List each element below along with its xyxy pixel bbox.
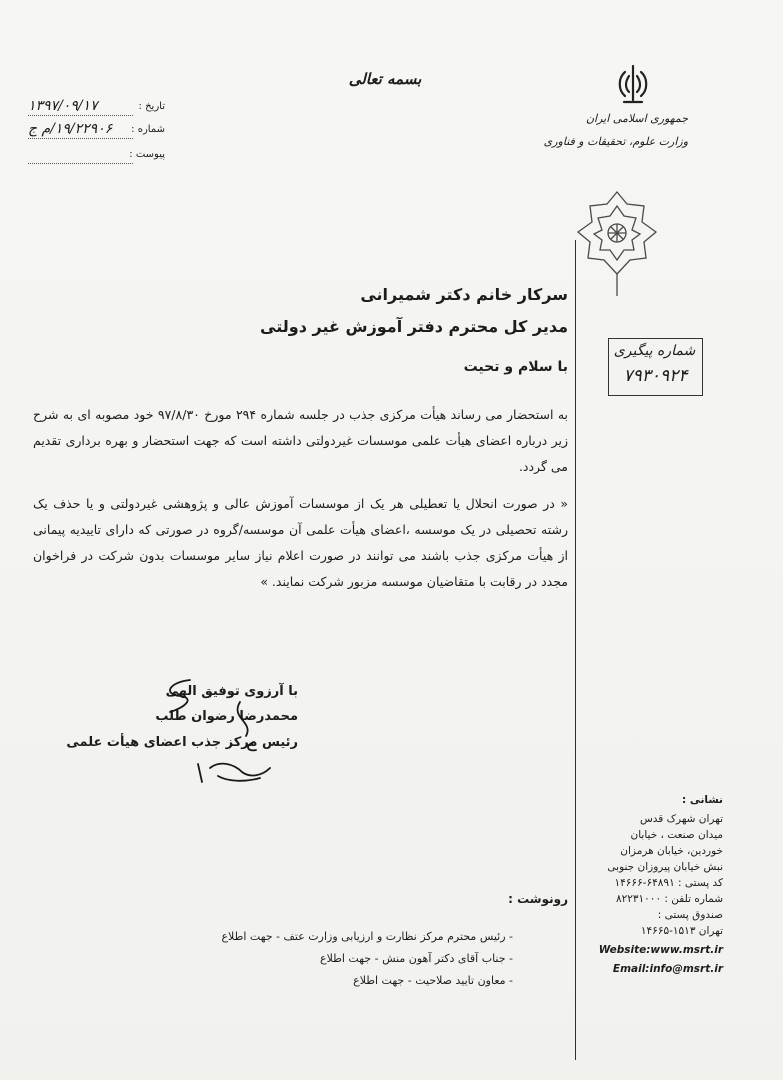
date-value: ۱۳۹۷/۰۹/۱۷: [28, 98, 98, 114]
government-name: جمهوری اسلامی ایران: [585, 112, 688, 125]
date-label: تاریخ :: [138, 101, 165, 112]
salutation: با سلام و تحیت: [463, 359, 568, 375]
email-link[interactable]: Email:info@msrt.ir: [612, 963, 723, 975]
postal-code: کد پستی : ۶۴۸۹۱-۱۴۶۶۶: [614, 877, 723, 889]
po-box-label: صندوق پستی :: [657, 909, 723, 921]
tracking-label: شماره پیگیری: [613, 343, 696, 359]
body-paragraph-1: به استحضار می رساند هیأت مرکزی جذب در جلسه شماره ۲۹۴ مورخ ۹۷/۸/۳۰ خود مصوبه ای به شرح زیر درباره اعضای هیأت علمی موسسات غیردولتی داشته است که جهت استحضار و بهره برداری تقدیم می گردد.: [33, 407, 569, 474]
cc-item: - معاون تایید صلاحیت - جهت اطلاع: [353, 974, 513, 987]
signatory-title: رئیس مرکز جذب اعضای هیأت علمی: [66, 735, 298, 750]
tracking-number-box: [608, 338, 703, 396]
iran-emblem-icon: [608, 60, 658, 110]
address-line: نبش خیابان پیروزان جنوبی: [607, 861, 723, 873]
ministry-name: وزارت علوم، تحقیقات و فناوری: [543, 135, 688, 148]
ornament-icon: [572, 188, 662, 300]
website-link[interactable]: Website:www.msrt.ir: [598, 944, 723, 956]
cc-item: - رئیس محترم مرکز نظارت و ارزیابی وزارت عتف - جهت اطلاع: [221, 930, 513, 943]
date-row: [20, 98, 165, 118]
number-dotted-line: [28, 138, 133, 139]
po-box-number: تهران ۱۵۱۳-۱۴۶۶۵: [640, 925, 723, 937]
address-title: نشانی :: [682, 794, 723, 806]
bismillah-heading: بسمه تعالی: [348, 70, 422, 88]
tracking-number: ۷۹۳۰۹۲۴: [623, 366, 688, 386]
signature-closing: با آرزوی توفیق الهی: [165, 684, 298, 699]
address-line: تهران شهرک قدس: [639, 813, 723, 825]
number-label: شماره :: [131, 124, 165, 135]
address-line: میدان صنعت ، خیابان: [630, 829, 723, 841]
body-paragraph-2: « در صورت انحلال یا تعطیلی هر یک از موسسات آموزش عالی و پژوهشی غیردولتی و یا حذف یک رشته تحصیلی در یک موسسه ،اعضای هیأت علمی آن موسسه/گروه در صورتی که دارای تاییدیه پیمانی از هیأت مرکزی جذب باشند می توانند در صورت اعلام نیاز سایر موسسات بدون شرکت در فراخوان مجدد در رقابت با متقاضیان موسسه مزبور شرکت نمایند. »: [33, 496, 568, 589]
number-value: ۱۹/۲۲۹۰۶/م ج: [28, 121, 113, 137]
handwritten-signature: [150, 672, 290, 792]
cc-item: - جناب آقای دکتر آهون منش - جهت اطلاع: [320, 952, 513, 965]
cc-title: رونوشت :: [508, 892, 568, 906]
attachment-dotted-line: [28, 163, 133, 164]
address-line: خوردین، خیابان هرمزان: [620, 845, 723, 857]
number-row: [20, 121, 165, 141]
signatory-name: محمدرضا رضوان طلب: [155, 709, 298, 724]
attachment-label: پیوست :: [129, 149, 165, 160]
recipient-name: سرکار خانم دکتر شمیرانی: [360, 285, 568, 304]
date-dotted-line: [28, 115, 133, 116]
attachment-row: [20, 146, 165, 166]
phone-number: شماره تلفن : ۸۲۲۳۱۰۰۰: [615, 893, 723, 905]
recipient-title: مدیر کل محترم دفتر آموزش غیر دولتی: [260, 317, 568, 336]
